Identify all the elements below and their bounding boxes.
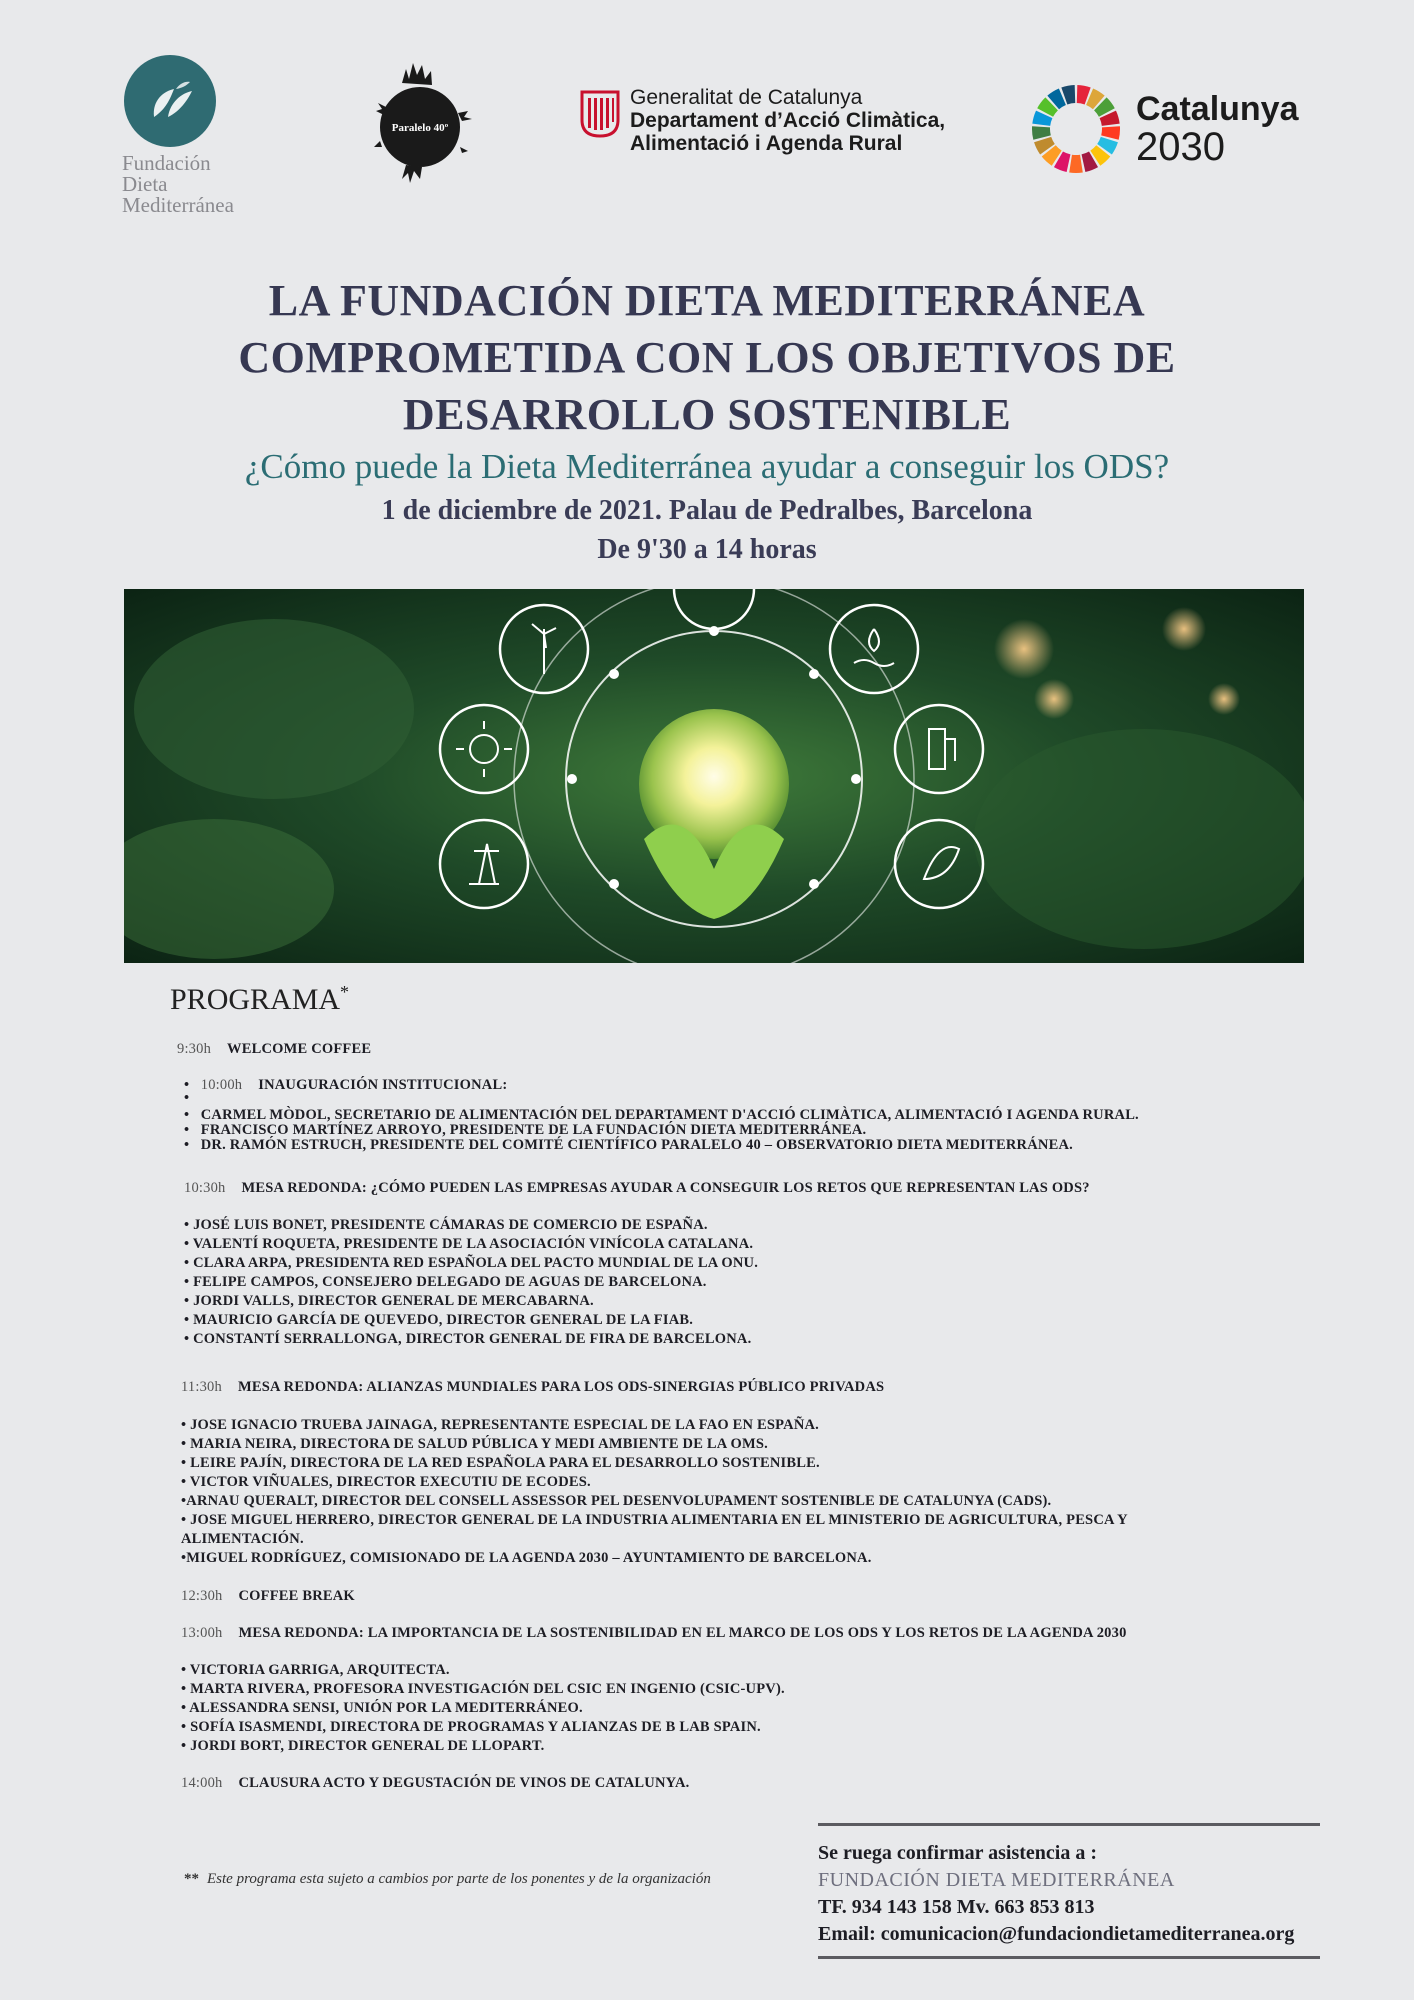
schedule-mesa-2 [181,1379,884,1396]
sdg-wheel-icon [1030,83,1122,175]
list-item: • LEIRE PAJÍN, DIRECTORA DE LA RED ESPAÑOLA PARA EL DESARROLLO SOSTENIBLE. [181,1455,820,1471]
rsvp-organization: FUNDACIÓN DIETA MEDITERRÁNEA [818,1869,1175,1891]
fdm-line: Dieta [122,172,168,196]
sdg-wheel-segment [1069,155,1083,173]
list-item: • FELIPE CAMPOS, CONSEJERO DELEGADO DE AGUAS DE BARCELONA. [184,1274,707,1290]
list-item: • SOFÍA ISASMENDI, DIRECTORA DE PROGRAMAS Y ALIANZAS DE B LAB SPAIN. [181,1719,761,1735]
event-hours: De 9'30 a 14 horas [597,534,817,565]
list-item: • DR. RAMÓN ESTRUCH, PRESIDENTE DEL COMITÉ CIENTÍFICO PARALELO 40 – OBSERVATORIO DIETA MEDITERRÁNEA. [184,1137,1073,1153]
department-line: Alimentació i Agenda Rural [630,132,903,155]
schedule-time: 10:00h [200,1077,243,1093]
schedule-time: 11:30h [181,1379,222,1395]
sdg-wheel-segment [1032,126,1051,140]
list-item: • CLARA ARPA, PRESIDENTA RED ESPAÑOLA DEL PACTO MUNDIAL DE LA ONU. [184,1255,759,1271]
title-line: LA FUNDACIÓN DIETA MEDITERRÁNEA [268,276,1146,325]
rsvp-box [818,1823,1320,1959]
schedule-mesa-1 [184,1180,1090,1197]
sdg-wheel-segment [1101,126,1120,140]
schedule-inauguracion: • 10:00h INAUGURACIÓN INSTITUCIONAL: [184,1077,508,1093]
programa-asterisk: * [340,982,350,1002]
list-item: • CONSTANTÍ SERRALLONGA, DIRECTOR GENERAL DE FIRA DE BARCELONA. [184,1331,752,1347]
programa-label: PROGRAMA [170,983,341,1016]
schedule-title: COFFEE BREAK [238,1588,355,1604]
speaker: CARMEL MÒDOL, SECRETARIO DE ALIMENTACIÓN DEL DEPARTAMENT D'ACCIÓ CLIMÀTICA, ALIMENTACIÓ I AGENDA RURAL. [200,1107,1139,1123]
schedule-time: 14:00h [181,1775,223,1791]
list-item: • VICTORIA GARRIGA, ARQUITECTA. [181,1662,450,1678]
schedule-clausura [181,1775,689,1792]
fdm-line: Mediterránea [122,193,234,217]
list-item: • VALENTÍ ROQUETA, PRESIDENTE DE LA ASOCIACIÓN VINÍCOLA CATALANA. [184,1236,754,1252]
schedule-time: 9:30h [177,1041,212,1057]
event-title [0,272,1414,443]
schedule-title: WELCOME COFFEE [227,1041,372,1057]
title-line: DESARROLLO SOSTENIBLE [402,390,1012,439]
schedule-title: MESA REDONDA: LA IMPORTANCIA DE LA SOSTENIBILIDAD EN EL MARCO DE LOS ODS Y LOS RETOS DE LA AGENDA 2030 [238,1625,1127,1641]
schedule-welcome [177,1041,371,1058]
list-item: • JOSE IGNACIO TRUEBA JAINAGA, REPRESENTANTE ESPECIAL DE LA FAO EN ESPAÑA. [181,1417,819,1433]
fdm-leaf-icon [124,55,216,147]
fdm-line: Fundación [122,151,211,175]
event-subtitle: ¿Cómo puede la Dieta Mediterránea ayudar a conseguir los ODS? [244,447,1170,486]
schedule-time: 13:00h [181,1625,223,1641]
title-line: COMPROMETIDA CON LOS OBJETIVOS DE [238,333,1176,382]
rsvp-request: Se ruega confirmar asistencia a : [818,1842,1098,1864]
rsvp-email[interactable]: Email: comunicacion@fundaciondietamediterranea.org [818,1923,1295,1945]
list-item: • JORDI BORT, DIRECTOR GENERAL DE LLOPART. [181,1738,545,1754]
note-text: Este programa esta sujeto a cambios por parte de los ponentes y de la organización [207,1871,711,1887]
list-item: • MARTA RIVERA, PROFESORA INVESTIGACIÓN DEL CSIC EN INGENIO (CSIC-UPV). [181,1681,785,1697]
disclaimer-note [184,1871,711,1888]
schedule-title: MESA REDONDA: ALIANZAS MUNDIALES PARA LOS ODS-SINERGIAS PÚBLICO PRIVADAS [237,1379,885,1395]
paralelo40-logo [362,55,482,195]
divider [818,1956,1320,1959]
event-date: 1 de diciembre de 2021. Palau de Pedralbes, Barcelona [381,495,1033,526]
list-item: • FRANCISCO MARTÍNEZ ARROYO, PRESIDENTE DE LA FUNDACIÓN DIETA MEDITERRÁNEA. [184,1122,867,1138]
note-asterisks: ** [184,1871,199,1887]
catalunya-label: Catalunya [1136,90,1299,128]
generalitat-name: Generalitat de Catalunya [630,86,863,109]
empty-bullet: • [184,1090,190,1106]
list-item: • JOSE MIGUEL HERRERO, DIRECTOR GENERAL DE LA INDUSTRIA ALIMENTARIA EN EL MINISTERIO DE AGRICULTURA, PESCA Y [181,1512,1128,1528]
schedule-coffee-break [181,1588,355,1605]
department-line: Departament d’Acció Climàtica, [630,109,946,132]
fundacion-logo [122,55,282,216]
paralelo-label: Paralelo 40º [391,122,449,134]
list-item: • ALESSANDRA SENSI, UNIÓN POR LA MEDITERRÁNEO. [181,1700,583,1716]
generalitat-shield-icon [580,90,620,138]
list-item: • JOSÉ LUIS BONET, PRESIDENTE CÁMARAS DE COMERCIO DE ESPAÑA. [184,1217,708,1233]
list-item: •ARNAU QUERALT, DIRECTOR DEL CONSELL ASSESSOR PEL DESENVOLUPAMENT SOSTENIBLE DE CATALUNYA (CADS). [181,1493,1052,1509]
catalunya2030-logo [1030,83,1330,179]
list-item: • CARMEL MÒDOL, SECRETARIO DE ALIMENTACIÓN DEL DEPARTAMENT D'ACCIÓ CLIMÀTICA, ALIMENTACIÓ I AGENDA RURAL. [184,1107,1139,1123]
schedule-time: 10:30h [184,1180,226,1196]
schedule-time: 12:30h [181,1588,223,1604]
list-item: • JORDI VALLS, DIRECTOR GENERAL DE MERCABARNA. [184,1293,594,1309]
rsvp-phones: TF. 934 143 158 Mv. 663 853 813 [818,1896,1095,1918]
logo-bar [0,55,1414,235]
schedule-title: INAUGURACIÓN INSTITUCIONAL: [258,1077,508,1093]
schedule-mesa-3 [181,1625,1127,1642]
schedule-title: CLAUSURA ACTO Y DEGUSTACIÓN DE VINOS DE CATALUNYA. [238,1775,690,1791]
list-item: ALIMENTACIÓN. [181,1531,304,1547]
sustainability-banner-image [124,589,1304,963]
programa-heading [170,982,349,1017]
speaker: FRANCISCO MARTÍNEZ ARROYO, PRESIDENTE DE LA FUNDACIÓN DIETA MEDITERRÁNEA. [200,1122,867,1138]
year-label: 2030 [1136,125,1225,169]
schedule-title: MESA REDONDA: ¿CÓMO PUEDEN LAS EMPRESAS AYUDAR A CONSEGUIR LOS RETOS QUE REPRESENTAN LAS ODS? [241,1180,1090,1196]
list-item: •MIGUEL RODRÍGUEZ, COMISIONADO DE LA AGENDA 2030 – AYUNTAMIENTO DE BARCELONA. [181,1550,872,1566]
list-item: • MARIA NEIRA, DIRECTORA DE SALUD PÚBLICA Y MEDI AMBIENTE DE LA OMS. [181,1436,768,1452]
generalitat-logo [580,86,1000,160]
speaker: DR. RAMÓN ESTRUCH, PRESIDENTE DEL COMITÉ CIENTÍFICO PARALELO 40 – OBSERVATORIO DIETA MEDITERRÁNEA. [200,1137,1073,1153]
list-item: • VICTOR VIÑUALES, DIRECTOR EXECUTIU DE ECODES. [181,1474,591,1490]
list-item: • MAURICIO GARCÍA DE QUEVEDO, DIRECTOR GENERAL DE LA FIAB. [184,1312,694,1328]
